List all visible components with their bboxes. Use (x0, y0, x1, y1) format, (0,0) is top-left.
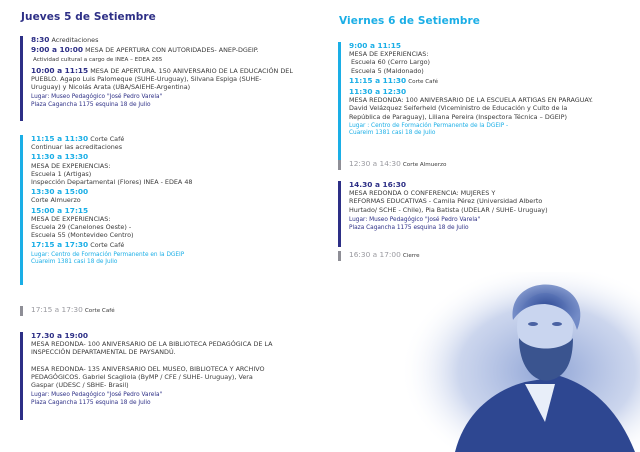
item-description: Cierre (402, 253, 420, 259)
schedule-item (31, 36, 293, 44)
item-description: MESA REDONDA O CONFERENCIA: MUJERES Y (349, 189, 496, 198)
item-description: MESA DE EXPERIENCIAS: (349, 50, 429, 59)
item-description: Corte Almuerzo (31, 196, 81, 205)
schedule-item (31, 135, 192, 143)
time-label: 17:15 a 17:30 (31, 305, 83, 314)
item-description: MESA DE EXPERIENCIAS: (31, 161, 111, 170)
time-label: 8:30 (31, 35, 50, 44)
item-description: David Velázquez Seiferheld (Viceministro de Educación y Culto de la (349, 104, 568, 113)
schedule-block (338, 251, 420, 261)
time-label: 15:00 a 17:15 (31, 205, 89, 215)
schedule-item (31, 306, 115, 315)
time-label: 13:30 a 15:00 (31, 187, 89, 197)
item-description: MESA DE EXPERIENCIAS: (31, 214, 111, 223)
time-label: 16:30 a 17:00 (349, 250, 401, 259)
schedule-item (31, 46, 293, 54)
item-description: PEDAGÓGICOS. Gabriel Scagliola (ByMP / CFE / SUHE- Uruguay), Vera (31, 372, 253, 381)
item-description: Actividad cultural a cargo de INEA – EDEA 265 (33, 57, 163, 64)
item-description: Acreditaciones (51, 36, 99, 44)
portrait-engraving-icon (395, 272, 640, 452)
time-label: 9:00 a 11:15 (349, 41, 402, 50)
venue-address: Plaza Cagancha 1175 esquina 18 de Julio (31, 400, 151, 407)
item-description: Escuela 55 (Montevideo Centro) (31, 231, 134, 240)
venue-label: Lugar: Museo Pedagógico "José Pedro Varela" (31, 94, 163, 101)
schedule-block (20, 306, 115, 316)
venue-address: Cuareim 1381 casi 18 de Julio (31, 258, 118, 265)
item-description: Corte Café (90, 135, 125, 143)
schedule-block (338, 160, 446, 170)
schedule-item (349, 160, 446, 169)
item-description: Continuar las acreditaciones (31, 143, 123, 152)
item-description: REFORMAS EDUCATIVAS - Camila Pérez (Universidad Alberto (349, 197, 543, 206)
item-description: Escuela 1 (Artigas) (31, 169, 92, 178)
schedule-block (20, 332, 273, 420)
schedule-item (349, 251, 420, 260)
schedule-block (338, 181, 548, 247)
item-description: MESA REDONDA- 100 ANIVERSARIO DE LA BIBLIOTECA PEDAGÓGICA DE LA (31, 340, 273, 349)
item-description: MESA DE APERTURA CON AUTORIDADES- ANEP-DGEIP. (85, 46, 259, 55)
venue-label: Lugar: Museo Pedagógico "José Pedro Varela" (31, 392, 163, 399)
venue-label: Lugar: Centro de Formación Permanente en la DGEIP (31, 251, 185, 258)
venue-address: Plaza Cagancha 1175 esquina 18 de Julio (31, 102, 151, 109)
item-description: Corte Café (408, 78, 439, 85)
time-label: 9:00 a 10:00 (31, 45, 84, 55)
schedule-item (349, 77, 593, 86)
venue-address: Cuareim 1381 casi 18 de Julio (349, 130, 436, 137)
item-description: Escuela 60 (Cerro Largo) (351, 58, 431, 67)
time-label: 12:30 a 14:30 (349, 159, 401, 168)
day-title-thursday: Jueves 5 de Setiembre (21, 11, 156, 23)
item-description: República de Paraguay), Liliana Pereira (Inspectora Técnica – DGEIP) (349, 112, 567, 121)
venue-address: Plaza Cagancha 1175 esquina 18 de Julio (349, 224, 469, 231)
time-label: 10:00 a 11:15 (31, 65, 89, 75)
item-description: MESA DE APERTURA. 150 ANIVERSARIO DE LA EDUCACIÓN DEL (90, 66, 293, 75)
item-description: MESA REDONDA: 100 ANIVERSARIO DE LA ESCUELA ARTIGAS EN PARAGUAY. (349, 96, 593, 105)
item-description: INSPECCIÓN DEPARTAMENTAL DE PAYSANDÚ. (31, 348, 176, 357)
time-label: 11:30 a 13:30 (31, 152, 89, 162)
item-description: Corte Café (90, 241, 125, 250)
time-label: 11:15 a 11:30 (349, 75, 407, 85)
schedule-block (338, 42, 593, 168)
time-label: 17:15 a 17:30 (31, 240, 89, 250)
item-description: Inspección Departamental (Flores) INEA - EDEA 48 (31, 178, 193, 187)
item-description: Corte Café (84, 308, 115, 314)
time-label: 11:15 a 11:30 (31, 134, 89, 143)
item-description: Hurtado/ SCHE - Chile), Pia Batista (UDELAR / SUHE- Uruguay) (349, 205, 548, 214)
time-label: 11:30 a 12:30 (349, 87, 407, 97)
venue-label: Lugar : Centro de Formación Permanente de la DGEIP - (349, 122, 509, 129)
item-description: PUEBLO. Agapo Luis Palomeque (SUHE-Uruguay), Silvana Espiga (SUHE- (31, 74, 262, 83)
schedule-block (20, 36, 293, 121)
venue-label: Lugar: Museo Pedagógico "José Pedro Varela" (349, 216, 481, 223)
item-description: Uruguay) y Nicolás Arata (UBA/SAIEHE-Argentina) (31, 83, 191, 92)
item-description: Escuela 5 (Maldonado) (351, 66, 424, 75)
item-description: MESA REDONDA- 135 ANIVERSARIO DEL MUSEO, BIBLIOTECA Y ARCHIVO (31, 364, 265, 373)
item-description: Corte Almuerzo (402, 162, 447, 168)
schedule-item (31, 67, 293, 75)
time-label: 17.30 a 19:00 (31, 331, 89, 340)
item-description: Gaspar (UDESC / SBHE- Brasil) (31, 381, 129, 390)
schedule-block (20, 135, 192, 285)
item-description: Escuela 29 (Canelones Oeste) - (31, 223, 132, 232)
time-label: 14.30 a 16:30 (349, 180, 407, 189)
day-title-friday: Viernes 6 de Setiembre (339, 15, 480, 27)
schedule-item (31, 241, 192, 249)
